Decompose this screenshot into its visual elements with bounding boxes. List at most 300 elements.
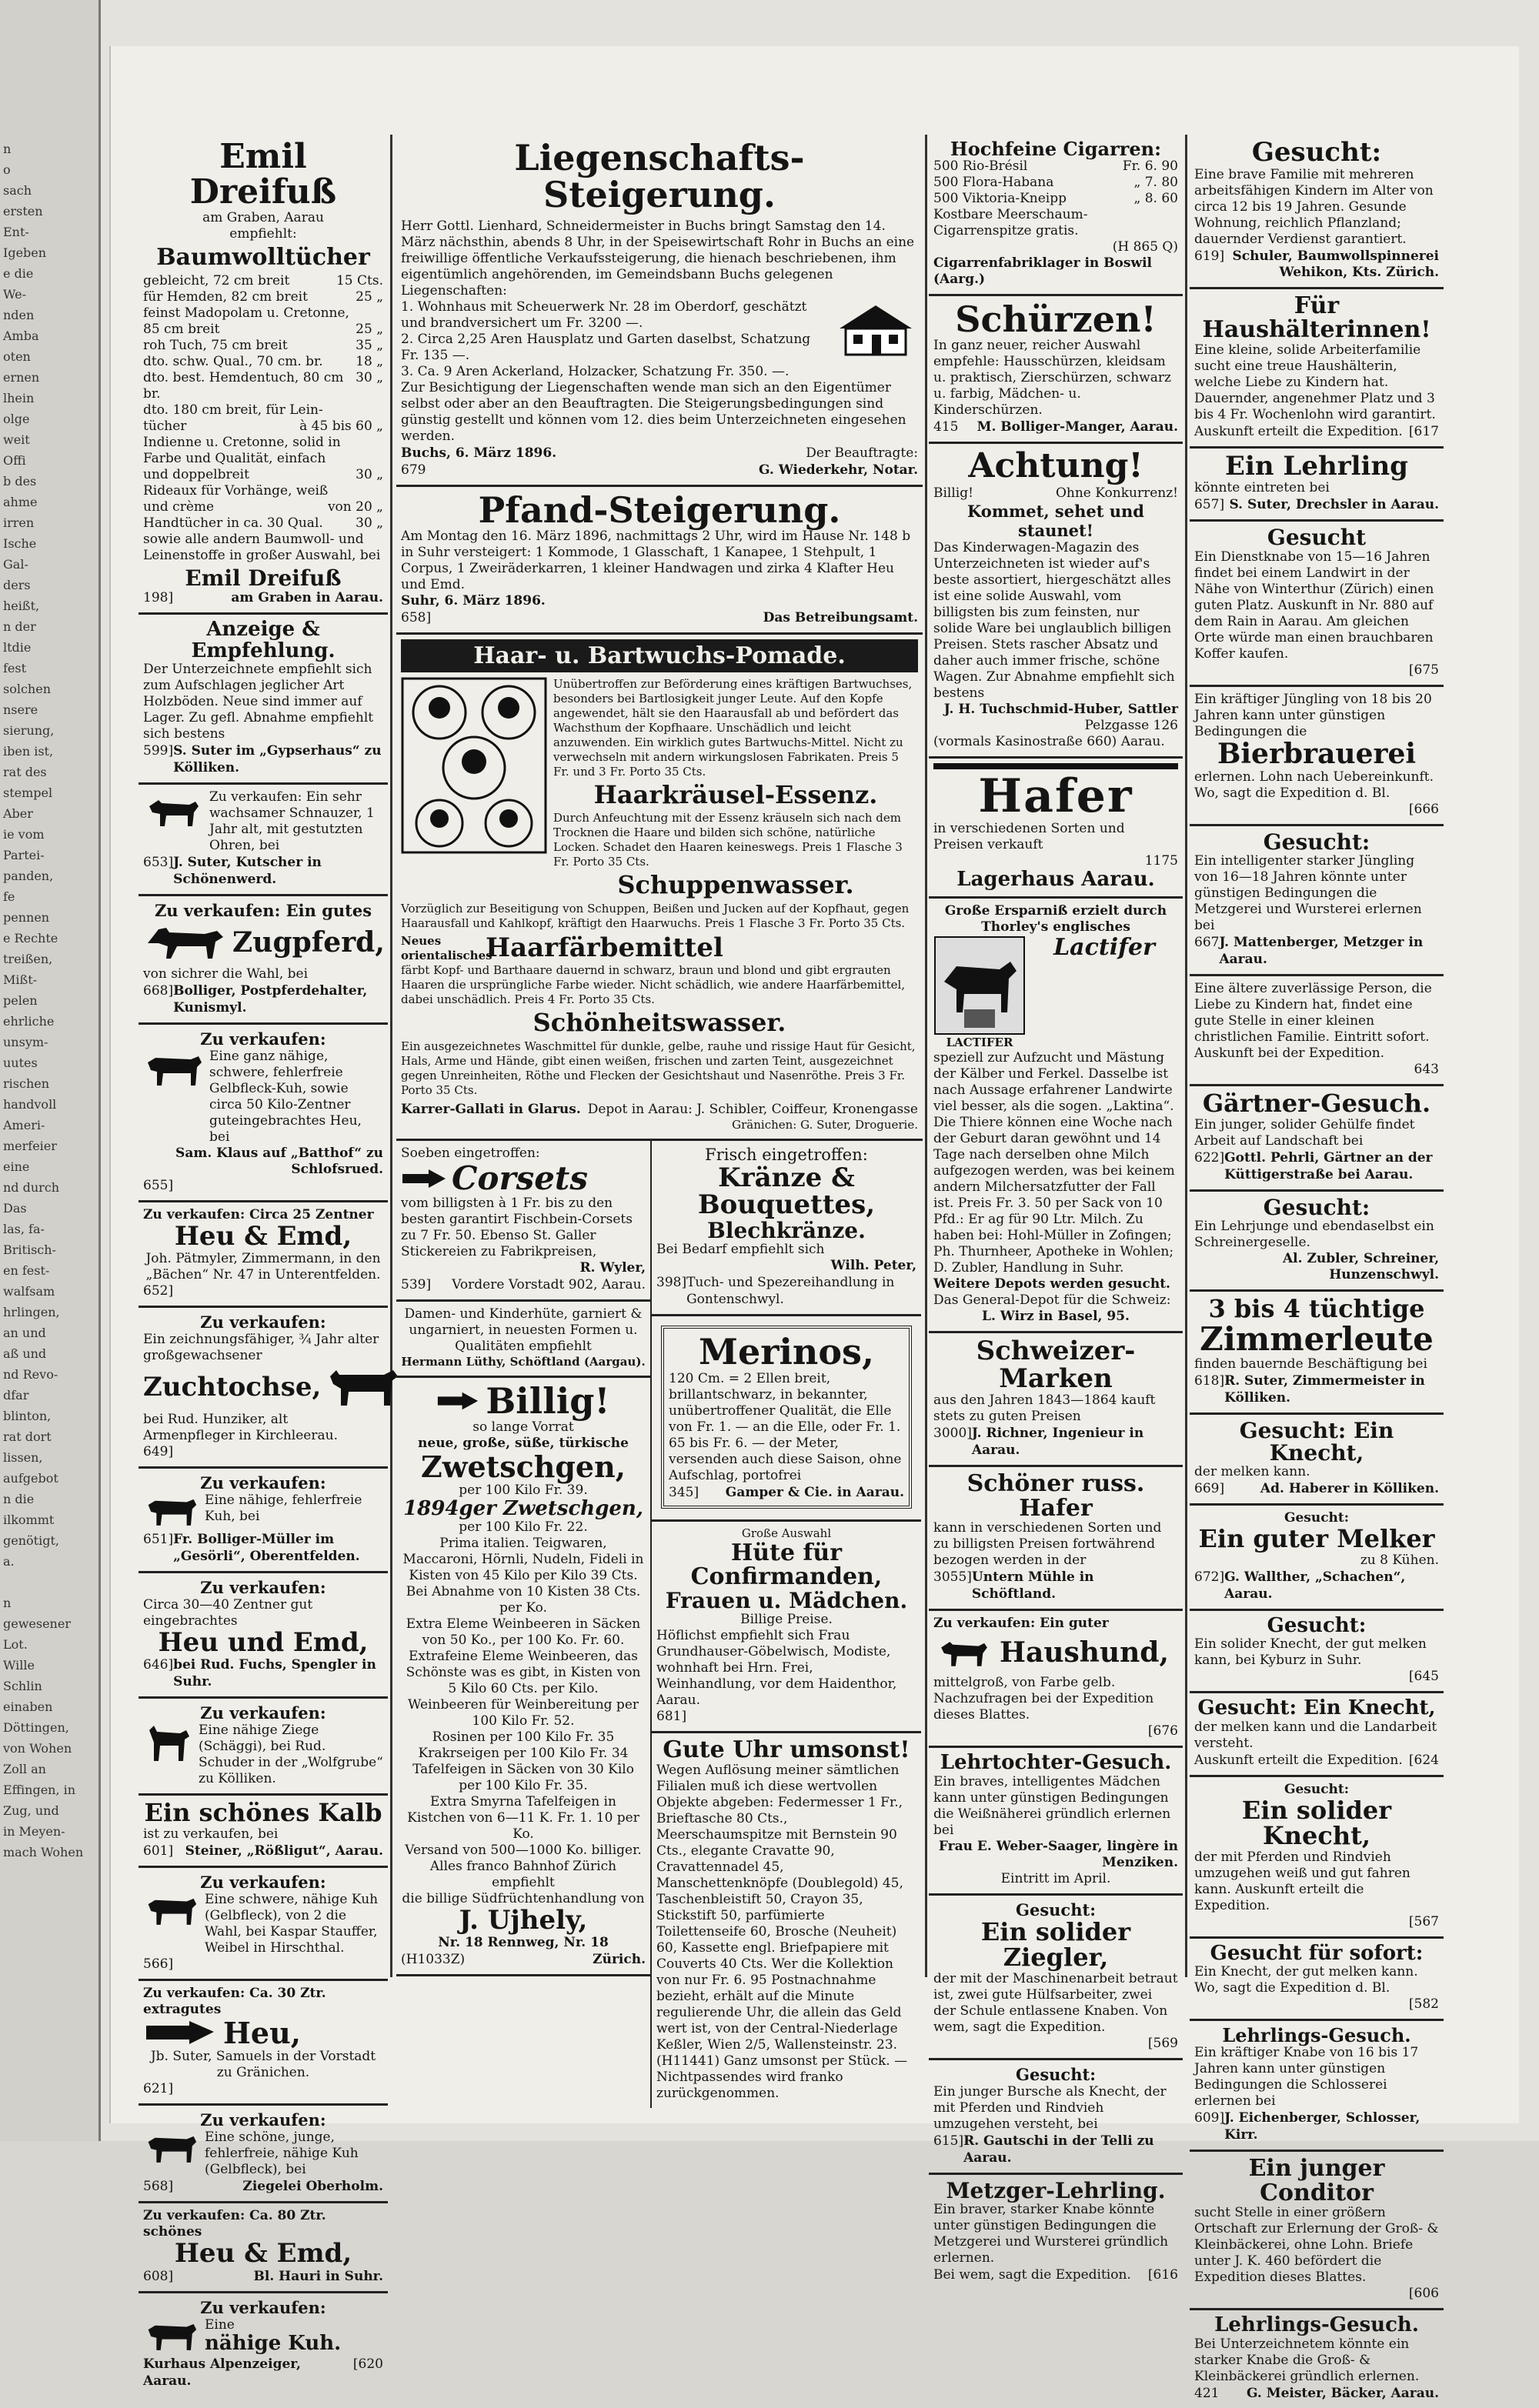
ad-number: 668] — [143, 982, 174, 999]
billig-title: Billig! — [486, 1379, 610, 1422]
strip-line: unsym- — [3, 1035, 48, 1049]
melker-text: zu 8 Kühen. — [1360, 1553, 1439, 1568]
ad-number: 652] — [143, 1282, 174, 1299]
price-line: Rosinen per 100 Kilo Fr. 35 — [432, 1729, 615, 1746]
ad-bierbrauerei — [1190, 687, 1444, 826]
price-item: sowie alle andern Baumwoll- und Leinenstoffe in großer Auswahl, bei — [143, 531, 381, 563]
property-item: 1. Wohnhaus mit Scheuerwerk Nr. 28 im Oberdorf, geschätzt und brandversichert um Fr. 3200 —. — [401, 298, 807, 331]
strip-line: e die — [3, 266, 34, 281]
ad-hafer — [929, 759, 1183, 899]
cigar-name: 500 Rio-Brésil — [933, 158, 1028, 175]
cigarren-vendor: Cigarrenfabriklager in Boswil (Aarg.) — [933, 255, 1153, 288]
ad-number: 398] — [656, 1275, 687, 1291]
russhafer-title: Schöner russ. Hafer — [966, 1470, 1145, 1522]
knecht3-title: Gesucht: Ein Knecht, — [1197, 1696, 1436, 1720]
ad-person — [1190, 976, 1444, 1086]
strip-line: hrlingen, — [3, 1305, 60, 1319]
price-item: feinst Madopolam u. Cretonne, — [143, 305, 349, 321]
bursche-sig: R. Gautschi in der Telli zu Aarau. — [963, 2133, 1154, 2166]
baecker-text: Bei Unterzeichnetem könnte ein starker Knabe die Groß- & Kleinbäckerei gründlich erlernen. — [1194, 2336, 1420, 2384]
cow-icon — [143, 2317, 200, 2356]
ad-number: 646] — [143, 1657, 174, 1673]
price-row — [143, 515, 383, 532]
zugpferd-sig: Bolliger, Postpferdehalter, Kunismyl. — [173, 982, 368, 1016]
conditor-text: sucht Stelle in einer größern Ortschaft zur Erlernung der Groß- & Kleinbäckerei, ohne Lohn. Briefe unter J. K. 460 befördert die Expedition dieses Blattes. — [1194, 2205, 1439, 2286]
strip-line: stempel — [3, 785, 53, 800]
price-row — [143, 322, 383, 338]
price-item: Indienne u. Cretonne, solid in — [143, 434, 341, 450]
ziegler-head: Gesucht: — [1016, 1899, 1096, 1919]
dreifuss-footer-place: am Graben in Aarau. — [231, 590, 383, 606]
kuh2-head: Zu verkaufen: — [200, 1872, 326, 1892]
lactifer-text: speziell zur Aufzucht und Mästung der Kälber und Ferkel. Dasselbe ist nach Aussage erfahrener Landwirte viel besser, als die sogen. „Laktina“. Die Thiere können eine Woche nach der Geburt daran gewöhnt und 14 Tage nach derselben ohne Milch aufgezogen werden, was bei keinem andern Milchersatzfutter der Fall ist. Preis Fr. 3. 50 per Sack von 10 Pfd.: Er ag für 90 Ltr. Milch. Zu haben bei: Hohl-Müller in Zofingen; Ph. Thurnheer, Apotheke in Wohlen; D. Zubler, Handlung in Suhr. — [933, 1049, 1175, 1276]
ad-knecht-1 — [1190, 1415, 1444, 1506]
liegenschaft-outro: Zur Besichtigung der Liegenschaften wende man sich an den Eigentümer selbst oder aber an den Beauftragten. Die Steigerungsbedingungen sind günstig gestellt und können vom 12. dies beim Unterzeichneten eingesehen werden. — [401, 379, 906, 444]
ad-number: 657] — [1194, 497, 1225, 513]
cigarren-extra: Kostbare Meerschaum-Cigarrenspitze gratis. — [933, 207, 1088, 239]
haelterin-title: Für Haushälterinnen! — [1202, 292, 1431, 344]
billig-lead: so lange Vorrat — [472, 1419, 574, 1436]
strip-line: gewesener — [3, 1616, 71, 1631]
ad-familie — [1190, 135, 1444, 289]
ad-number: 672] — [1194, 1569, 1225, 1585]
ad-kuh1 — [139, 1469, 388, 1573]
strip-line: Aber — [3, 806, 33, 821]
solider-text: der mit Pferden und Rindvieh umzugehen weiß und gut fahren kann. Auskunft erteilt die Expedition. — [1194, 1849, 1410, 1913]
lehrtochter-sub: Eintritt im April. — [1000, 1870, 1111, 1886]
price-row — [143, 419, 383, 435]
cow-icon — [143, 1049, 205, 1092]
dreifuss-heading: Baumwolltücher — [156, 244, 370, 272]
ad-heu4 — [139, 2203, 388, 2293]
lehrling1-sig: S. Suter, Drechsler in Aarau. — [1229, 497, 1439, 513]
kuh3-text: Eine schöne, junge, fehlerfreie, nähige Kuh (Gelbfleck), bei — [205, 2129, 359, 2177]
ad-number: [617 — [1408, 423, 1439, 439]
metzgerei-title: Gesucht: — [1263, 829, 1370, 855]
cigar-row — [933, 158, 1178, 175]
huete-konf-head: Große Auswahl — [741, 1526, 832, 1540]
binding-gutter — [0, 0, 101, 2141]
uhr-title: Gute Uhr umsonst! — [663, 1736, 910, 1764]
kuh1-sig: Fr. Bolliger-Müller im „Gesörli“, Oberentfelden. — [173, 1531, 360, 1564]
price-item: gebleicht, 72 cm breit — [143, 272, 290, 288]
billig-list — [401, 1536, 646, 1891]
zimmerleute-sig: R. Suter, Zimmermeister in Kölliken. — [1224, 1372, 1425, 1406]
strip-line: nsere — [3, 702, 38, 717]
russhafer-text: kann in verschiedenen Sorten und zu billigsten Preisen fortwährend bezogen werden in der — [933, 1520, 1162, 1569]
strip-line: blinton, — [3, 1409, 52, 1423]
ad-achtung — [929, 444, 1183, 758]
price-row — [143, 354, 383, 370]
haelterin-text: Eine kleine, solide Arbeiterfamilie sucht eine treue Haushälterin, welche Liebe zu Kindern hat. Dauernder, angenehmer Platz und 3 bis 4 Fr. Wochenlohn wird garantirt. — [1194, 342, 1436, 422]
pomade-title5: Schönheitswasser. — [532, 1008, 786, 1038]
corsets-head: Soeben eingetroffen: — [401, 1145, 540, 1161]
price-row — [143, 532, 383, 564]
ad-zugpferd — [139, 896, 388, 1025]
ad-number: 619] — [1194, 248, 1225, 264]
strip-line: las, fa- — [3, 1222, 45, 1236]
strip-line: merfeier — [3, 1139, 57, 1153]
achtung-addr: Pelzgasse 126 — [1084, 717, 1178, 733]
ad-zimmerleute — [1190, 1292, 1444, 1415]
huete-konf-title2: Frauen u. Mädchen. — [665, 1587, 908, 1613]
merinos-title: Merinos, — [699, 1331, 874, 1373]
pfand-office: Das Betreibungsamt. — [763, 609, 918, 625]
hund-title: Haushund, — [1000, 1636, 1170, 1669]
strip-line: n — [3, 142, 12, 156]
achtung-text: Das Kinderwagen-Magazin des Unterzeichneten ist wieder auf's beste assortiert, hiergeschätzt alles ist eine solide Auswahl, vom billigsten bis zum feinsten, nur solide Ware bei unglaublich billigen Preisen. Stets rascher Absatz und daher auch immer frische, schöne Wagen. Zur Abnahme empfiehlt sich bestens — [933, 539, 1175, 701]
ad-kalb — [139, 1796, 388, 1868]
kalb-text: ist zu verkaufen, bei — [143, 1826, 279, 1842]
schuerzen-text: In ganz neuer, reicher Auswahl empfehle: Hausschürzen, kleidsam u. praktisch, Zierschürzen, schwarz u. farbig, Mädchen- u. Kinderschürzen. — [933, 338, 1171, 419]
liegenschaft-items — [401, 299, 826, 380]
solider-title: Ein solider Knecht, — [1241, 1795, 1392, 1851]
billig-p1: per 100 Kilo Fr. 39. — [459, 1482, 588, 1498]
strip-line: fest — [3, 661, 27, 675]
knecht1-text: der melken kann. — [1194, 1464, 1310, 1480]
lactifer-sig2: L. Wirz in Basel, 95. — [982, 1308, 1130, 1324]
kraenze-text: Bei Bedarf empfiehlt sich — [656, 1242, 825, 1258]
ad-number: 1175 — [1144, 852, 1178, 869]
merinos-text: 120 Cm. = 2 Ellen breit, brillantschwarz, in bekannter, unübertroffener Qualität, die Elle von Fr. 1. — an die Elle, oder Fr. 1. 65 bis Fr. 6. — der Meter, versenden auch diese Saison, ohne Aufschlag, portofrei — [669, 1370, 902, 1483]
metzgerei-text: Ein intelligenter starker Jüngling von 16—18 Jahren könnte unter günstigen Bedingungen die Metzgerei und Wursterei erlernen bei — [1194, 852, 1422, 933]
price-value: 35 „ — [356, 337, 383, 353]
strip-line: ltdie — [3, 640, 32, 655]
price-line: Prima italien. Teigwaren, — [439, 1536, 607, 1552]
column-rule — [1185, 135, 1187, 1977]
gaertner-title: Gärtner-Gesuch. — [1202, 1088, 1431, 1118]
strip-line: aufgebot — [3, 1471, 58, 1486]
heu4-sig: Bl. Hauri in Suhr. — [253, 2268, 383, 2284]
ad-number: 679 — [401, 462, 426, 478]
pomade-text3: Vorzüglich zur Beseitigung von Schuppen, Beißen und Jucken auf der Kopfhaut, gegen Haarausfall und Kahlkopf, kräftigt den Haarwuchs. Preis 1 Flasche 3 Fr. Porto 35 Cts. — [401, 902, 910, 931]
lehrtochter-sig: Frau E. Weber-Saager, lingère in Menziken. — [938, 1838, 1178, 1870]
ad-hund — [929, 1611, 1183, 1748]
ad-kuh2 — [139, 1868, 388, 1981]
achtung-left: Billig! — [933, 485, 973, 501]
ziegler-text: der mit der Maschinenarbeit betraut ist, zwei gute Hülfsarbeiter, zwei der Schule entlassene Knaben. Von wem, sagt die Expedition. — [933, 1970, 1178, 2035]
price-value: von 20 „ — [327, 499, 383, 515]
ad-dreifuss — [139, 135, 388, 615]
hund-head: Zu verkaufen: Ein guter — [933, 1616, 1109, 1632]
pomade-text4: färbt Kopf- und Barthaare dauernd in schwarz, braun und blond und gibt ergrauten Haaren die ursprüngliche Farbe wieder. Nicht schädlich, wie andere Haarfärbemittel, dabei unschädlich. Preis 4 Fr. Porto 35 Cts. — [401, 963, 906, 1007]
heu3-head: Zu verkaufen: Ca. 30 Ztr. extragutes — [143, 1985, 326, 2017]
hafer-sig: Lagerhaus Aarau. — [956, 867, 1155, 891]
zimmerleute-title: 3 bis 4 tüchtige — [1208, 1293, 1425, 1323]
strip-line: dfar — [3, 1388, 29, 1402]
strip-line: ernen — [3, 370, 40, 385]
strip-line: Schlin — [3, 1679, 42, 1693]
knecht3-text: der melken kann und die Landarbeit versteht. — [1194, 1719, 1437, 1751]
strip-line: Ent- — [3, 225, 29, 239]
achtung-ref: (vormals Kasinostraße 660) Aarau. — [933, 733, 1165, 749]
hafer-title: Hafer — [978, 769, 1133, 823]
strip-line: ersten — [3, 204, 43, 218]
metzger-sig: Bei wem, sagt die Expedition. — [933, 2267, 1131, 2283]
cigarren-ref: (H 865 Q) — [1112, 239, 1178, 255]
strip-line: rat dort — [3, 1429, 52, 1444]
pfand-date: Suhr, 6. März 1896. — [401, 592, 546, 609]
ad-number: 649] — [143, 1443, 174, 1459]
strip-line: Offi — [3, 453, 26, 468]
price-row — [143, 402, 383, 419]
schreiner-text: Ein Lehrjunge und ebendaselbst ein Schreinergeselle. — [1194, 1218, 1434, 1250]
dog-icon — [933, 1632, 995, 1675]
melker-head: Gesucht: — [1284, 1510, 1350, 1526]
familie-text: Eine brave Familie mit mehreren arbeitsfähigen Kindern im Alter von circa 12 bis 19 Jahren. Gesunde Wohnung, reichlich Pflanzland; dauernder Verdienst garantiert. — [1194, 166, 1434, 247]
russhafer-sig: Untern Mühle in Schöftland. — [971, 1569, 1094, 1603]
price-line: Bei Abnahme von 10 Kisten 38 Cts. per Ko. — [406, 1584, 641, 1616]
price-row — [143, 467, 383, 483]
bierbrauerei-title: Bierbrauerei — [1217, 737, 1417, 770]
billig-p2: per 100 Kilo Fr. 22. — [459, 1519, 588, 1536]
heu3-text: Jb. Suter, Samuels in der Vorstadt zu Gränichen. — [150, 2048, 376, 2080]
zuchtochse-sig: bei Rud. Hunziker, alt Armenpfleger in Kirchleerau. — [143, 1411, 338, 1443]
cigarren-title: Hochfeine Cigarren: — [950, 138, 1161, 160]
zuchtochse-title: Zuchtochse, — [143, 1371, 322, 1402]
pointing-hand-icon — [143, 2018, 217, 2049]
schlosser-text: Ein kräftiger Knabe von 16 bis 17 Jahren kann unter günstigen Bedingungen die Schlosserei erlernen bei — [1194, 2045, 1419, 2110]
calf-bucket-icon — [933, 936, 1026, 1036]
ad-number: 655] — [143, 1177, 174, 1193]
strip-line: e Rechte — [3, 931, 58, 946]
ad-baecker — [1190, 2310, 1444, 2407]
price-line: Krakrseigen per 100 Kilo Fr. 34 — [418, 1746, 629, 1762]
price-item: für Hemden, 82 cm breit — [143, 288, 308, 305]
price-item: tücher — [143, 418, 187, 434]
ad-number: [624 — [1408, 1752, 1439, 1768]
lehrtochter-title: Lehrtochter-Gesuch. — [940, 1751, 1172, 1775]
kuh4-title: nähige Kuh. — [205, 2332, 342, 2356]
solider-head: Gesucht: — [1284, 1781, 1350, 1797]
ad-number: [676 — [1147, 1723, 1178, 1739]
dreifuss-footer-name: Emil Dreifuß — [185, 565, 342, 591]
lactifer-title: Lactifer — [1053, 933, 1155, 961]
price-row — [143, 483, 383, 499]
strip-line: ilkommt — [3, 1513, 55, 1527]
hafer-text: in verschiedenen Sorten und Preisen verkauft — [933, 820, 1125, 852]
huete-konf-title: Hüte für Confirmanden, — [690, 1539, 883, 1591]
liegenschaft-text: Herr Gottl. Lienhard, Schneidermeister in Buchs bringt Samstag den 14. März nächsthin, abends 8 Uhr, in der Speisewirtschaft Rohr in Buchs an eine freiwillige öffentliche Verkaufssteigerung, die hienach beschriebenen, ihm eigentümlich angehörenden, im Gemeindsbann Buchs gelegenen Liegenschaften: — [401, 218, 915, 298]
bierbrauerei-text2: erlernen. Lohn nach Uebereinkunft. Wo, sagt die Expedition d. Bl. — [1194, 769, 1434, 801]
knabe-title: Gesucht — [1267, 525, 1367, 551]
kraenze-sig: Wilh. Peter, — [830, 1258, 916, 1274]
lactifer-note: Weitere Depots werden gesucht. — [933, 1276, 1170, 1292]
hund-text: mittelgroß, von Farbe gelb. Nachzufragen bei der Expedition dieses Blattes. — [933, 1675, 1154, 1723]
strip-line: sierung, — [3, 723, 55, 738]
strip-line: Wille — [3, 1658, 35, 1673]
price-item: Farbe und Qualität, einfach — [143, 450, 326, 466]
liegenschaft-agent-label: Der Beauftragte: — [806, 445, 918, 461]
ad-number: 539] — [401, 1276, 432, 1292]
gelbfleck-text: Eine ganz nähige, schwere, fehlerfreie Gelbfleck-Kuh, sowie circa 50 Kilo-Zentner guteingebrachtes Heu, bei — [209, 1048, 362, 1145]
col2-right-sub — [652, 1141, 921, 2108]
sofort-title: Gesucht für sofort: — [1210, 1941, 1424, 1965]
ad-ziegler — [929, 1896, 1183, 2060]
strip-line: n die — [3, 1492, 35, 1506]
billig-city: Zürich. — [593, 1951, 646, 1967]
cow-icon — [143, 1492, 200, 1531]
ad-heu1 — [139, 1202, 388, 1308]
huete-konf-lead: Billige Preise. — [740, 1612, 833, 1628]
cigar-name: 500 Flora-Habana — [933, 175, 1054, 191]
ad-schuerzen — [929, 296, 1183, 444]
ad-number: 681] — [656, 1709, 687, 1725]
cigar-row — [933, 175, 1178, 191]
kalb-sig: Steiner, „Rößligut“, Aarau. — [185, 1843, 383, 1859]
cigar-price: „ 8. 60 — [1133, 191, 1178, 207]
strip-line: lissen, — [3, 1450, 43, 1465]
familie-title: Gesucht: — [1251, 137, 1382, 168]
heu1-text: Joh. Pätmyler, Zimmermann, in den „Bächen“ Nr. 47 in Unterentfelden. — [145, 1250, 381, 1282]
metzger-title: Metzger-Lehrling. — [946, 2177, 1166, 2203]
price-row — [143, 273, 383, 289]
person-text: Eine ältere zuverlässige Person, die Liebe zu Kindern hat, findet eine gute Stelle in einer kleinen christlichen Familie. Eintritt sofort. Auskunft bei der Expedition. — [1194, 980, 1432, 1061]
ad-haelterin — [1190, 289, 1444, 449]
hute-sig: Hermann Lüthy, Schöftland (Aargau). — [401, 1354, 646, 1369]
strip-line: panden, — [3, 869, 54, 883]
huete-konf-text: Höflichst empfiehlt sich Frau Grundhauser-Göbelwisch, Modiste, wohnhaft bei Hrn. Frei, Weinhandlung, vor dem Haidenthor, Aarau. — [656, 1628, 897, 1709]
price-item: dto. 180 cm breit, für Lein- — [143, 402, 323, 418]
kuh1-head: Zu verkaufen: — [200, 1472, 326, 1492]
horse-icon — [143, 920, 228, 966]
metzgerei-sig: J. Mattenberger, Metzger in Aarau. — [1219, 934, 1424, 967]
liegenschaft-title: Liegenschafts-Steigerung. — [514, 137, 805, 216]
column-rule — [925, 135, 927, 1977]
goat-icon — [143, 1723, 194, 1766]
price-value: 30 „ — [356, 466, 383, 482]
strip-line: Partei- — [3, 848, 45, 862]
pomade-depot: Depot in Aarau: J. Schibler, Coiffeur, Kronengasse — [587, 1101, 918, 1117]
dreifuss-name: Emil Dreifuß — [189, 137, 337, 212]
marken-text: aus den Jahren 1843—1864 kauft stets zu guten Preisen — [933, 1392, 1156, 1425]
baecker-title: Lehrlings-Gesuch. — [1214, 2313, 1419, 2337]
column-3 — [929, 135, 1183, 2283]
ad-number: 667 — [1194, 934, 1220, 950]
ad-marken — [929, 1333, 1183, 1467]
pomade-title4: Haarfärbemittel — [486, 932, 723, 964]
ad-billig — [396, 1378, 650, 1976]
strip-line: mach Wohen — [3, 1845, 84, 1859]
strip-line: weit — [3, 432, 30, 447]
ad-lactifer — [929, 899, 1183, 1333]
strip-line: uutes — [3, 1056, 38, 1070]
corsets-sig2: Vordere Vorstadt 902, Aarau. — [452, 1276, 646, 1292]
ad-solider-knecht — [1190, 1777, 1444, 1939]
ad-holzboden — [139, 615, 388, 785]
sofort-text: Ein Knecht, der gut melken kann. Wo, sagt die Expedition d. Bl. — [1194, 1964, 1418, 1996]
strip-line: Zoll an — [3, 1762, 46, 1776]
heu4-title: Heu & Emd, — [174, 2237, 352, 2269]
ad-kuh4 — [139, 2293, 388, 2396]
corsets-sig: R. Wyler, — [579, 1259, 646, 1276]
billig-title2: Zwetschgen, — [421, 1449, 626, 1485]
ad-number: 345] — [669, 1484, 699, 1500]
kuh3-sig: Ziegelei Oberholm. — [242, 2178, 383, 2194]
column-2 — [396, 135, 923, 2101]
price-item: 85 cm breit — [143, 321, 220, 337]
strip-line: rischen — [3, 1076, 50, 1091]
price-line: Tafelfeigen in Säcken von 30 Kilo per 100 Kilo Fr. 35. — [412, 1762, 634, 1794]
price-line: Weinbeeren für Weinbereitung per 100 Kilo Fr. 52. — [407, 1697, 639, 1729]
price-row — [143, 435, 383, 451]
holzboden-text: Der Unterzeichnete empfiehlt sich zum Aufschlagen jeglicher Art Holzböden. Neue sind immer auf Lager. Zu gefl. Abnahme empfiehlt sich bestens — [143, 661, 374, 742]
property-item: 2. Circa 2,25 Aren Hausplatz und Garten daselbst, Schatzung Fr. 135 —. — [401, 331, 811, 363]
strip-line: Gal- — [3, 557, 28, 572]
uhr-text: Wegen Auflösung meiner sämtlichen Filialen muß ich diese wertvollen Objekte abgeben: Federmesser 1 Fr., Brieftasche 80 Cts., Meerschaumspitze mit Bernstein 90 Cts., elegante Cravatte 90, Cravattennadel 45, Manschettenknöpfe (Doublegold) 45, Taschenbleistift 50, Crayon 35, Stickstift 50, parfümierte Toilettenseife 60, Brosche (Neuheit) 60, Kassette engl. Briefpapiere mit Couverts 40 Cts. Wer die Kollektion von nur Fr. 6. 95 Postnachnahme bezieht, erhält auf die Minute regulierende Uhr, die allein das Geld wert ist, von der Central-Niederlage Keßler, Wien 2/5, Wallensteinstr. 23. (H11441) Ganz umsonst per Stück. — Nichtpassendes wird franko zurückgenommen. — [656, 1762, 908, 2101]
ad-kraenze — [652, 1141, 921, 1317]
schuerzen-title: Schürzen! — [955, 298, 1157, 341]
pomade-title: Haar- u. Bartwuchs-Pomade. — [401, 639, 918, 672]
ad-number: 622] — [1194, 1149, 1225, 1166]
ad-conditor — [1190, 2152, 1444, 2310]
achtung-title: Achtung! — [968, 446, 1143, 486]
kuh3-head: Zu verkaufen: — [200, 2110, 326, 2130]
strip-line: von Wohen — [3, 1741, 72, 1756]
strip-line: handvoll — [3, 1097, 57, 1112]
zimmerleute-title2: Zimmerleute — [1200, 1319, 1434, 1358]
heu1-head: Zu verkaufen: Circa 25 Zentner — [143, 1206, 374, 1222]
merinos-sig: Gamper & Cie. in Aarau. — [725, 1484, 904, 1500]
strip-line: ahme — [3, 495, 38, 509]
billig-addr: Nr. 18 Rennweg, Nr. 18 — [438, 1934, 609, 1950]
kraenze-head: Frisch eingetroffen: — [705, 1145, 868, 1164]
strip-line: oten — [3, 349, 31, 364]
strip-line: walfsam — [3, 1284, 55, 1299]
price-value: 25 „ — [356, 321, 383, 337]
pomade-title2: Haarkräusel-Essenz. — [593, 779, 878, 809]
ad-number: 3000] — [933, 1426, 972, 1442]
ad-number: 669] — [1194, 1481, 1225, 1497]
column-1 — [139, 135, 388, 2389]
achtung-slogan: Kommet, sehet und staunet! — [967, 501, 1144, 540]
ad-knecht-2 — [1190, 1611, 1444, 1693]
marken-sig: J. Richner, Ingenieur in Aarau. — [971, 1426, 1144, 1459]
zimmerleute-text: finden bauernde Beschäftigung bei — [1194, 1356, 1427, 1372]
price-value: 18 „ — [356, 353, 383, 369]
strip-line: o — [3, 162, 11, 177]
strip-line: Döttingen, — [3, 1720, 69, 1735]
price-item: dto. best. Hemdentuch, 80 cm br. — [143, 369, 344, 402]
lehrtochter-text: Ein braves, intelligentes Mädchen kann unter günstigen Bedingungen die Weißnäherei gründlich erlernen bei — [933, 1773, 1171, 1838]
strip-line: ders — [3, 578, 31, 592]
portrait-medallion-icon — [401, 677, 547, 854]
ad-liegenschaft — [396, 135, 923, 487]
ad-number: 3055] — [933, 1569, 972, 1586]
pomade-depot2: Gränichen: G. Suter, Droguerie. — [732, 1117, 918, 1132]
ad-cigarren — [929, 135, 1183, 296]
price-item: roh Tuch, 75 cm breit — [143, 337, 288, 353]
price-line: Maccaroni, Hörnli, Nudeln, Fideli in Kisten von 45 Kilo per Kilo 39 Cts. — [402, 1552, 644, 1584]
kraenze-sig2: Tuch- und Spezereihandlung in Gontenschwyl. — [686, 1275, 895, 1308]
strip-line: olge — [3, 412, 30, 426]
ad-number: 615] — [933, 2133, 964, 2149]
baecker-sig: G. Meister, Bäcker, Aarau. — [1247, 2385, 1439, 2401]
metzger-text: Ein braver, starker Knabe könnte unter günstigen Bedingungen die Metzgerei und Wursterei gründlich erlernen. — [933, 2202, 1169, 2266]
ad-number: [620 — [352, 2356, 383, 2372]
pomade-text2: Durch Anfeuchtung mit der Essenz kräuseln sich nach dem Trocknen die Haare und bilden sich schöne, natürliche Locken. Schadet den Haaren keineswegs. Preis 1 Flasche 3 Fr. Porto 35 Cts. — [553, 811, 903, 869]
ad-russhafer — [929, 1467, 1183, 1611]
bull-icon — [325, 1364, 402, 1412]
cigarren-table — [933, 158, 1178, 207]
marken-title: Schweizer-Marken — [976, 1335, 1136, 1394]
price-item: Rideaux für Vorhänge, weiß — [143, 482, 329, 499]
price-item: und doppelbreit — [143, 466, 249, 482]
pointing-hand-icon — [436, 1389, 479, 1412]
strip-line: pennen — [3, 910, 50, 925]
pfand-title: Pfand-Steigerung. — [478, 489, 841, 531]
ad-bursche — [929, 2060, 1183, 2175]
